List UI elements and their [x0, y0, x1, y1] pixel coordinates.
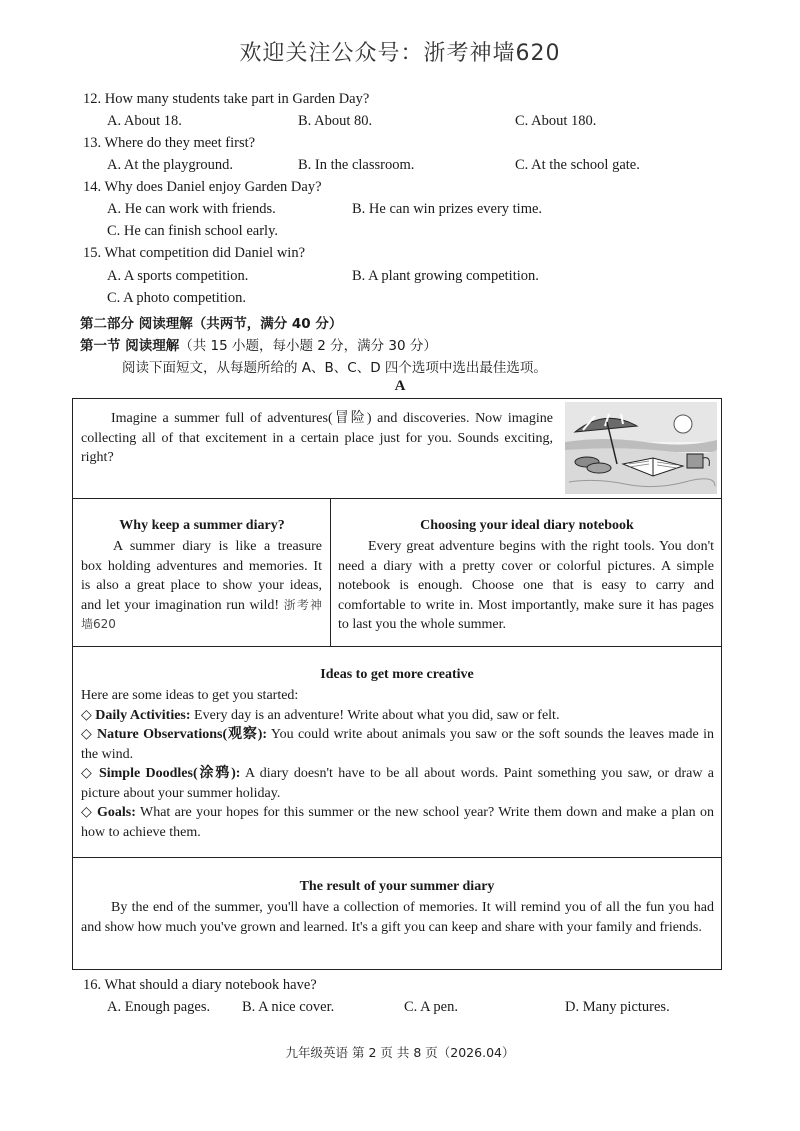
question-16: 16. What should a diary notebook have? [83, 977, 317, 993]
q14-option-a: A. He can work with friends. [107, 201, 276, 217]
idea-text: What are your hopes for this summer or the new school year? Write them down and make a plan on how to achieve them. [81, 805, 714, 840]
question-14: 14. Why does Daniel enjoy Garden Day? [83, 179, 322, 195]
section-1-heading [80, 334, 437, 354]
q14-option-c: C. He can finish school early. [107, 223, 278, 239]
ideas-title: Ideas to get more creative [320, 667, 474, 682]
idea-text: A diary doesn't have to be all about words. Paint something you saw, or draw a picture about your summer holiday. [81, 766, 714, 801]
beach-diary-illustration [565, 402, 717, 494]
ideas-intro: Here are some ideas to get you started: [81, 688, 299, 703]
instruction: 阅读下面短文，从每题所给的 A、B、C、D 四个选项中选出最佳选项。 [122, 360, 547, 376]
idea-label: Daily Activities: [95, 707, 191, 723]
page-footer: 九年级英语 第 2 页 共 8 页（2026.04） [285, 1045, 515, 1060]
q16-option-d: D. Many pictures. [565, 999, 670, 1015]
idea-label: Nature Observations(观察): [97, 727, 268, 742]
intro-paragraph: Imagine a summer full of adventures(冒险) and discoveries. Now imagine collecting all of that excitement in a certain place just for you. Sounds exciting, right? [81, 411, 553, 465]
q16-option-c: C. A pen. [404, 999, 458, 1015]
q16-option-b: B. A nice cover. [242, 999, 335, 1015]
q12-option-b: B. About 80. [298, 113, 373, 129]
idea-text: Every day is an adventure! Write about what you did, saw or felt. [190, 707, 560, 723]
idea-label: Simple Doodles(涂鸦): [98, 766, 241, 781]
q12-option-c: C. About 180. [515, 113, 597, 129]
watermark: 浙考神墙620 [81, 597, 322, 631]
passage-letter: A [394, 378, 406, 394]
section-1-title: 第一节 阅读理解 [80, 338, 180, 354]
q15-option-b: B. A plant growing competition. [352, 268, 539, 284]
idea-text: You could write about animals you saw or the soft sounds the leaves made in the wind. [81, 727, 714, 762]
part-2-heading: 第二部分 阅读理解（共两节，满分 40 分） [80, 316, 343, 332]
idea-item [81, 706, 714, 726]
q15-option-c: C. A photo competition. [107, 290, 246, 306]
bullet-icon: ◇ [81, 766, 94, 781]
section-1-scoring: （共 15 小题，每小题 2 分，满分 30 分） [179, 338, 437, 354]
idea-label: Goals: [96, 805, 136, 820]
idea-item [81, 803, 714, 842]
bullet-icon: ◇ [81, 707, 92, 723]
q13-option-b: B. In the classroom. [298, 157, 415, 173]
divider-vertical [330, 498, 331, 646]
q14-option-b: B. He can win prizes every time. [352, 201, 543, 217]
idea-item [81, 725, 714, 764]
why-keep-body: A summer diary is like a treasure box holding adventures and memories. It is also a great place to show your ideas, and let your imagination run wild! [81, 539, 322, 613]
divider-1 [72, 498, 722, 499]
result-title: The result of your summer diary [299, 879, 495, 894]
divider-3 [72, 857, 722, 858]
bullet-icon: ◇ [81, 805, 93, 820]
question-12: 12. How many students take part in Garden Day? [83, 91, 370, 107]
idea-item [81, 764, 714, 803]
question-13: 13. Where do they meet first? [83, 135, 256, 151]
result-text: By the end of the summer, you'll have a collection of memories. It will remind you of all the fun you had and show how much you've grown and learned. It's a gift you can keep and share with your family and friends. [81, 900, 714, 935]
q13-option-a: A. At the playground. [107, 157, 234, 173]
ideas-section [81, 686, 714, 842]
page-header: 欢迎关注公众号：浙考神墙620 [239, 41, 561, 66]
bullet-icon: ◇ [81, 727, 93, 742]
choosing-text: Every great adventure begins with the right tools. You don't need a diary with a pretty cover or colorful pictures. A simple notebook is enough. Choose one that is easy to carry and comfortable to write in. Most importantly, make sure it has pages to last you the whole summer. [338, 539, 714, 632]
q12-option-a: A. About 18. [107, 113, 182, 129]
divider-2 [72, 646, 722, 647]
q16-option-a: A. Enough pages. [107, 999, 211, 1015]
question-15: 15. What competition did Daniel win? [83, 245, 306, 261]
q13-option-c: C. At the school gate. [515, 157, 640, 173]
why-keep-text [81, 537, 322, 635]
q15-option-a: A. A sports competition. [107, 268, 249, 284]
choosing-title: Choosing your ideal diary notebook [420, 518, 634, 533]
why-keep-title: Why keep a summer diary? [119, 518, 285, 533]
